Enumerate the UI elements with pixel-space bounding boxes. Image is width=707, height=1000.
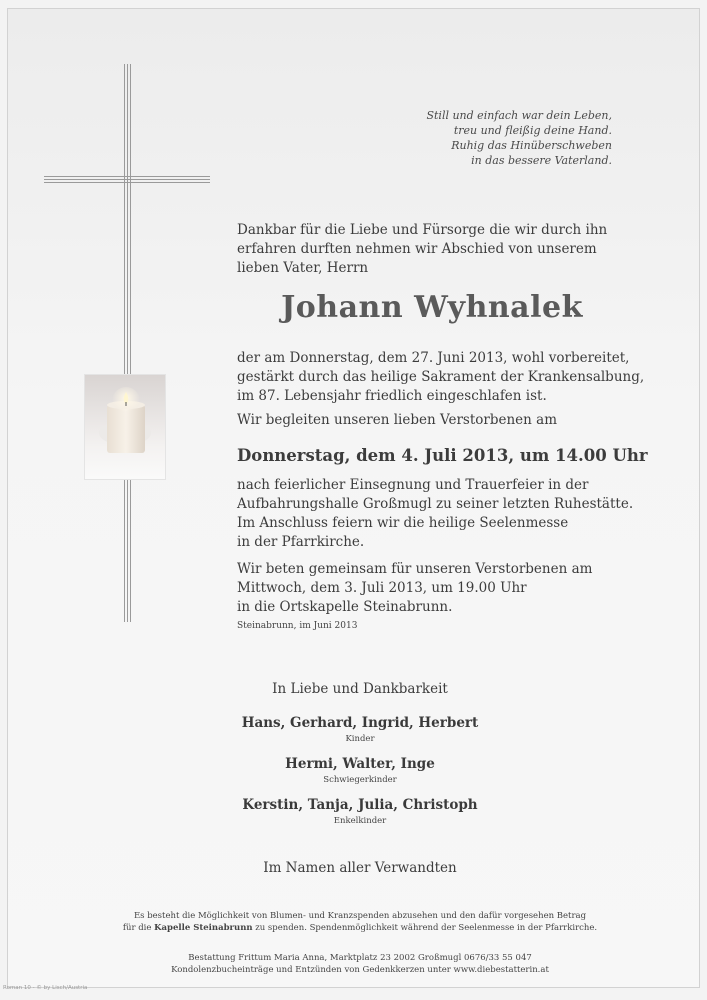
donation-suffix: zu spenden. Spendenmöglichkeit während der Seelenmesse in der Pfarrkirche.	[255, 923, 598, 933]
death-notice-line: im 87. Lebensjahr friedlich eingeschlafen ist.	[237, 388, 547, 404]
intro-line: Dankbar für die Liebe und Fürsorge die wir durch ihn	[237, 222, 608, 238]
prayer-line: Mittwoch, dem 3. Juli 2013, um 19.00 Uhr	[237, 580, 527, 596]
ceremony-text	[237, 476, 634, 552]
intro-text	[237, 221, 627, 278]
ceremony-line: in der Pfarrkirche.	[237, 534, 365, 550]
mourner-names: Hans, Gerhard, Ingrid, Herbert	[241, 715, 479, 731]
accompany-line	[237, 411, 627, 430]
cross-vertical-bar	[124, 64, 132, 622]
funeral-date: Donnerstag, dem 4. Juli 2013, um 14.00 Uhr	[237, 446, 648, 465]
poem-line: Still und einfach war dein Leben,	[426, 109, 612, 122]
undertaker-line-1: Bestattung Frittum Maria Anna, Marktplatz 23 2002 Großmugl 0676/33 55 047	[188, 953, 532, 963]
candle-icon	[85, 375, 165, 479]
death-notice	[237, 349, 645, 406]
undertaker-line-2: Kondolenzbucheinträge und Entzünden von Gedenkkerzen unter www.diebestatterin.at	[171, 965, 549, 975]
candle-image	[84, 374, 166, 480]
donation-prefix: für die	[122, 923, 152, 933]
intro-line: erfahren durften nehmen wir Abschied von unserem	[237, 241, 597, 257]
prayer-line: Wir beten gemeinsam für unseren Verstorbenen am	[237, 561, 593, 577]
cross-horizontal-bar	[44, 176, 210, 184]
mourner-role: Kinder	[345, 734, 375, 744]
ceremony-line: Im Anschluss feiern wir die heilige Seelenmesse	[237, 515, 569, 531]
donation-line-2	[110, 922, 610, 934]
place-date: Steinabrunn, im Juni 2013	[237, 621, 358, 631]
donation-line-1: Es besteht die Möglichkeit von Blumen- und Kranzspenden abzusehen und den dafür vorgesehen Betrag	[133, 911, 587, 921]
prayer-line: in die Ortskapelle Steinabrunn.	[237, 599, 453, 615]
donation-note	[110, 910, 610, 934]
mourners-heading: In Liebe und Dankbarkeit	[272, 681, 448, 697]
poem-line: treu und fleißig deine Hand.	[453, 124, 612, 137]
poem	[380, 108, 612, 168]
intro-line: lieben Vater, Herrn	[237, 260, 369, 276]
closing-line: Im Namen aller Verwandten	[263, 860, 457, 876]
ceremony-line: Aufbahrungshalle Großmugl zu seiner letzten Ruhestätte.	[237, 496, 634, 512]
mourner-names: Kerstin, Tanja, Julia, Christoph	[242, 797, 478, 813]
mourner-role: Enkelkinder	[333, 816, 387, 826]
mourner-names: Hermi, Walter, Inge	[285, 756, 435, 772]
mourner-role: Schwiegerkinder	[323, 775, 397, 785]
deceased-name: Johann Wyhnalek	[281, 290, 583, 325]
accompany-text: Wir begleiten unseren lieben Verstorbenen am	[237, 412, 558, 428]
death-notice-line: gestärkt durch das heilige Sakrament der Krankensalbung,	[237, 369, 645, 385]
poem-line: Ruhig das Hinüberschweben	[451, 139, 612, 152]
poem-line: in das bessere Vaterland.	[471, 154, 612, 167]
corner-credit: Roman 10 - © by Lisch/Austria	[3, 985, 88, 991]
donation-recipient: Kapelle Steinabrunn	[154, 923, 253, 933]
prayer-text	[237, 560, 627, 617]
undertaker-info	[110, 952, 610, 976]
ceremony-line: nach feierlicher Einsegnung und Trauerfeier in der	[237, 477, 589, 493]
death-notice-line: der am Donnerstag, dem 27. Juni 2013, wohl vorbereitet,	[237, 350, 630, 366]
